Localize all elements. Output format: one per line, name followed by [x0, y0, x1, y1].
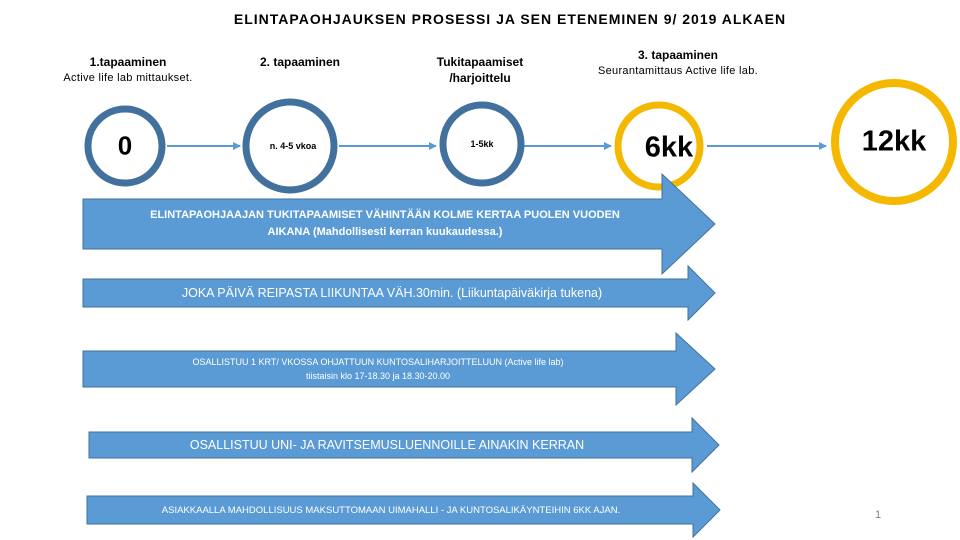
- arrow-text-4: [92, 433, 682, 457]
- circle-label-2: 1-5kk: [470, 139, 494, 149]
- arrow-1-line2: AIKANA (Mahdollisesti kerran kuukaudessa.): [267, 226, 503, 238]
- arrow-text-1: [90, 203, 680, 245]
- stage-3-heading: Tukitapaamiset: [436, 55, 524, 69]
- stage-1-heading: 1.tapaaminen: [89, 55, 167, 69]
- stage-3-heading2: /harjoittelu: [449, 71, 511, 85]
- arrow-5-line1: ASIAKKAALLA MAHDOLLISUUS MAKSUTTOMAAN UIMAHALLI - JA KUNTOSALIKÄYNTEIHIN 6KK AJAN.: [161, 504, 621, 516]
- arrow-4-line1: OSALLISTUU UNI- JA RAVITSEMUSLUENNOILLE AINAKIN KERRAN: [189, 438, 585, 452]
- stage-4-heading: 3. tapaaminen: [637, 48, 719, 62]
- arrow-3-line2: tiistaisin klo 17-18.30 ja 18.30-20.00: [305, 371, 451, 381]
- circle-label-3: 6kk: [644, 131, 694, 164]
- circle-label-4: 12kk: [861, 125, 927, 158]
- stage-2-heading: 2. tapaaminen: [259, 55, 341, 69]
- circle-label-0: 0: [117, 130, 133, 161]
- circle-label-1: n. 4-5 vkoa: [269, 141, 317, 151]
- page-number: 1: [875, 509, 882, 521]
- arrow-2-line1: JOKA PÄIVÄ REIPASTA LIIKUNTAA VÄH.30min. (Liikuntapäiväkirja tukena): [181, 286, 603, 300]
- arrow-text-3: [88, 352, 668, 386]
- arrow-1-line1: ELINTAPAOHJAAJAN TUKITAPAAMISET VÄHINTÄÄN KOLME KERTAA PUOLEN VUODEN: [150, 209, 620, 221]
- stage-4-sub: Seurantamittaus Active life lab.: [597, 65, 758, 77]
- stage-1-sub: Active life lab mittaukset.: [63, 72, 193, 84]
- arrow-3-line1: OSALLISTUU 1 KRT/ VKOSSA OHJATTUUN KUNTOSALIHARJOITTELUUN (Active life lab): [192, 357, 564, 367]
- arrow-text-5: [88, 497, 694, 523]
- page-title: ELINTAPAOHJAUKSEN PROSESSI JA SEN ETENEMINEN 9/ 2019 ALKAEN: [233, 11, 787, 27]
- arrow-text-2: [88, 280, 696, 306]
